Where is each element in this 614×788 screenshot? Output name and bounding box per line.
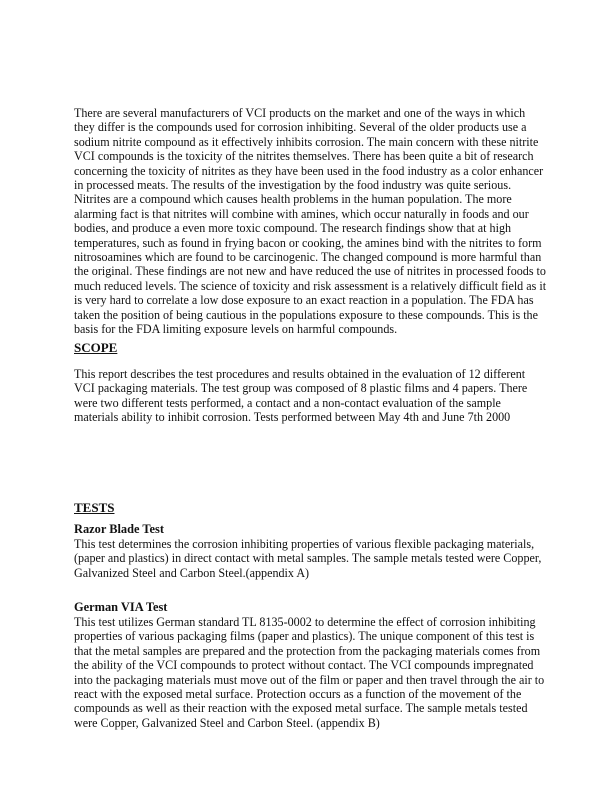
german-via-section [74, 600, 548, 730]
scope-heading: SCOPE [74, 340, 118, 355]
intro-paragraph: There are several manufacturers of VCI products on the market and one of the ways in which they differ is the compounds used for corrosion inhibiting. Several of the older products use a sodium nitrite compound as it effectively inhibits corrosion. The main concern with these nitrite VCI compounds is the toxicity of the nitrites themselves. There has been quite a bit of research concerning the toxicity of nitrites as they have been used in the food industry as a color enhancer in processed meats. The results of the investigation by the food industry was quite serious. Nitrites are a compound which causes health problems in the human population. The more alarming fact is that nitrites will combine with amines, which occur naturally in foods and our bodies, and produce a even more toxic compound. The research findings show that at high temperatures, such as found in frying bacon or cooking, the amines bind with the nitrites to form nitrosoamines which are found to be carcinogenic. The changed compound is more harmful than the original. These findings are not new and have reduced the use of nitrites in processed foods to much reduced levels. The science of toxicity and risk assessment is a relatively difficult field as it is very hard to correlate a low dose exposure to an exact reaction in a population. The FDA has taken the position of being cautious in the populations exposure to these compounds. This is the basis for the FDA limiting exposure levels on harmful compounds. [74, 106, 547, 337]
razor-blade-section [74, 522, 548, 580]
german-via-paragraph: This test utilizes German standard TL 8135-0002 to determine the effect of corrosion inhibiting properties of various packaging films (paper and plastics). The unique component of this test is that the metal samples are prepared and the protection from the packaging materials comes from the ability of the VCI compounds to protect without contact. The VCI compounds impregnated into the packaging materials must move out of the film or paper and then travel through the air to react with the exposed metal surface. Protection occurs as a function of the movement of the compounds as well as their reaction with the exposed metal surface. The sample metals tested were Copper, Galvanized Steel and Carbon Steel. (appendix B) [74, 615, 545, 730]
german-via-title: German VIA Test [74, 600, 168, 614]
razor-blade-title: Razor Blade Test [74, 522, 164, 536]
razor-blade-paragraph: This test determines the corrosion inhibiting properties of various flexible packaging materials, (paper and plastics) in direct contact with metal samples. The sample metals tested were Copper, Galvanized Steel and Carbon Steel.(appendix A) [74, 537, 542, 580]
tests-heading: TESTS [74, 500, 115, 515]
scope-paragraph: This report describes the test procedures and results obtained in the evaluation of 12 different VCI packaging materials. The test group was composed of 8 plastic films and 4 papers. There were two different tests performed, a contact and a non-contact evaluation of the sample materials ability to inhibit corrosion. Tests performed between May 4th and June 7th 2000 [74, 367, 528, 425]
